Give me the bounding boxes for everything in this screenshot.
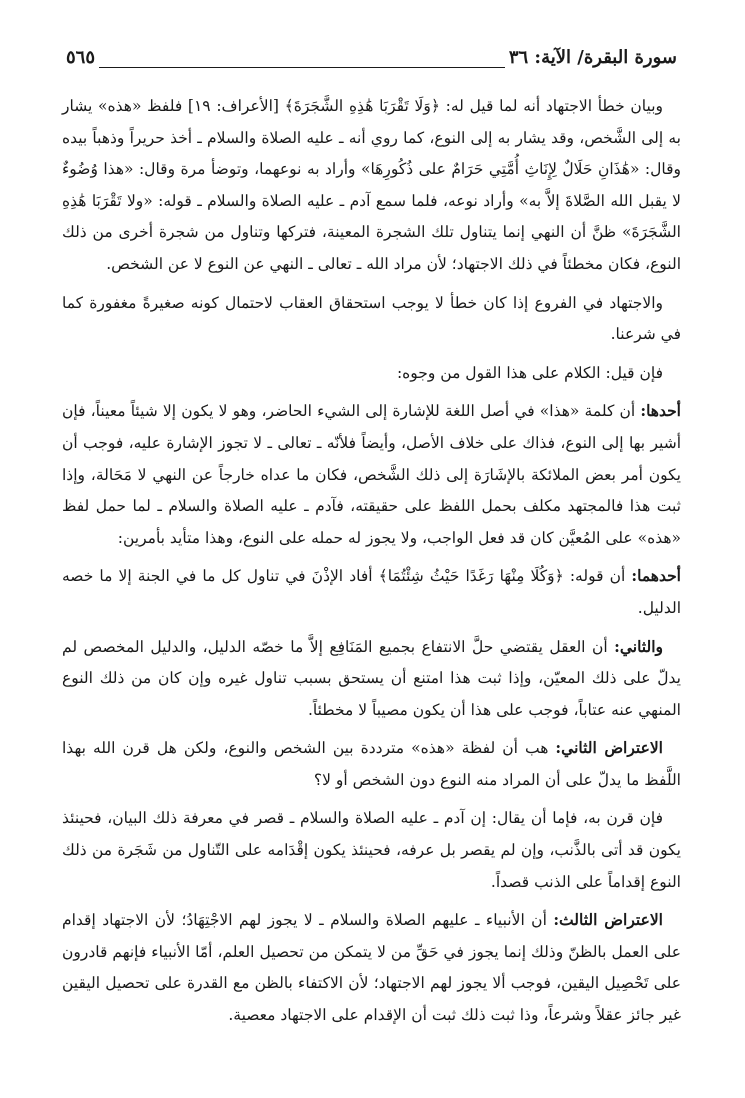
paragraph bbox=[62, 395, 681, 554]
page-body bbox=[62, 90, 681, 1038]
paragraph-lead: أحدها: bbox=[640, 401, 681, 421]
paragraph bbox=[62, 90, 681, 281]
paragraph-text: أن الأنبياء ـ عليهم الصلاة والسلام ـ لا يجوز لهم الاجْتِهَادُ؛ لأن الاجتهاد إقدام على العمل بالظنّ وذلك إنما يجوز في حَقِّ من لا يتمكن من تحصيل العلم، أمّا الأنبياء فإنهم قادرون على تَحْصِيل اليقين، فوجب ألا يجوز لهم الاجتهاد؛ لأن الاكتفاء بالظن مع القدرة على تحصيل اليقين غير جائز عقلاً وشرعاً، وذا ثبت ذلك ثبت أن الإقدام على الاجتهاد معصية. bbox=[62, 911, 681, 1025]
paragraph-lead: والثاني: bbox=[614, 636, 663, 656]
paragraph bbox=[62, 802, 681, 898]
paragraph-lead: الاعتراض الثاني: bbox=[555, 738, 663, 758]
paragraph bbox=[62, 904, 681, 1031]
paragraph-text: هب أن لفظة «هذه» مترددة بين الشخص والنوع، ولكن هل قرن الله بهذا اللَّفظ ما يدلّ على أن المراد منه النوع دون الشخص أو لا؟ bbox=[62, 739, 681, 789]
paragraph bbox=[62, 287, 681, 351]
page-number: ٥٦٥ bbox=[62, 47, 99, 68]
paragraph bbox=[62, 357, 681, 390]
paragraph-lead: الاعتراض الثالث: bbox=[553, 910, 663, 930]
surah-verse-label: سورة البقرة/ الآية: ٣٦ bbox=[505, 47, 681, 68]
paragraph-text: فإن قيل: الكلام على هذا القول من وجوه: bbox=[396, 363, 663, 382]
paragraph bbox=[62, 560, 681, 624]
paragraph bbox=[62, 732, 681, 796]
paragraph-lead: أحدهما: bbox=[631, 566, 681, 586]
paragraph-text: أن العقل يقتضي حلَّ الانتفاع بجميع المَنَافِع إلاَّ ما خصّه الدليل، والدليل المخصص لم يدلّ على ذلك المعيّن، وإذا ثبت هذا امتنع أن يستحق بسبب تناول غيره وإن كان من ذلك النوع المنهي عنه عتاباً، فوجب على هذا أن يكون مصيباً لا مخطئاً. bbox=[62, 637, 681, 719]
paragraph-text: أن قوله: ﴿وَكُلَا مِنْهَا رَغَدًا حَيْثُ شِئْتُمَا﴾ أفاد الإذْنَ في تناول كل ما في الجنة إلا ما خصه الدليل. bbox=[62, 567, 681, 617]
paragraph-text: أن كلمة «هذا» في أصل اللغة للإشارة إلى الشيء الحاضر، وهو لا يكون إلا شيئاً معيناً، فإن أشير بها إلى النوع، فذاك على خلاف الأصل، وأيضاً فلأنّه ـ تعالى ـ لا تجوز الإشارة عليه، فوجب أن يكون أمر بعض الملائكة بالإشَارَة إلى ذلك الشَّخص، فكان ما عداه خارجاً عن النهي لا مَحَالة، وإذا ثبت هذا فالمجتهد مكلف بحمل اللفظ على حقيقته، فآدم ـ عليه الصلاة والسلام ـ لما حمل لفظ «هذه» على المُعيَّن كان قد فعل الواجب، ولا يجوز له حمله على النوع، وهذا متأيد بأمرين: bbox=[62, 402, 681, 547]
paragraph-text: والاجتهاد في الفروع إذا كان خطأ لا يوجب استحقاق العقاب لاحتمال كونه صغيرةً مغفورة كما في شرعنا. bbox=[62, 293, 681, 344]
paragraph-text: فإن قرن به، فإما أن يقال: إن آدم ـ عليه الصلاة والسلام ـ قصر في معرفة ذلك البيان، فحينئذ يكون قد أتى بالذَّنب، وإن لم يقصر بل عرفه، فحينئذ يكون إقْدَامه على التّناول من شَجَرة من ذلك النوع إقداماً على الذنب قصداً. bbox=[62, 809, 681, 891]
paragraph-text: وبيان خطأ الاجتهاد أنه لما قيل له: ﴿وَلَا تَقْرَبَا هَٰذِهِ الشَّجَرَةَ﴾ [الأعراف: ١٩] فلفظ «هذه» يشار به إلى الشَّخص، وقد يشار به إلى النوع، كما روي أنه ـ عليه الصلاة والسلام ـ أخذ حريراً وذهباً بيده وقال: «هَٰذَانِ حَلَالٌ لِإِنَاثِ أُمَّتِي حَرَامٌ على ذُكُورِهَا» وأراد به نوعهما، وتوضأ مرة وقال: «هذا وُضُوءٌ لا يقبل الله الصَّلاةَ إلاَّ به» وأراد نوعه، فلما سمع آدم ـ عليه الصلاة والسلام ـ قوله: «ولا تَقْرَبَا هَٰذِهِ الشَّجَرَةَ» ظنَّ أن النهي إنما يتناول تلك الشجرة المعينة، فتركها وتناول من شجرة أخرى من ذلك النوع، فكان مخطئاً في ذلك الاجتهاد؛ لأن مراد الله ـ تعالى ـ النهي عن النوع لا عن الشخص. bbox=[62, 97, 681, 273]
paragraph bbox=[62, 631, 681, 727]
running-header bbox=[62, 38, 681, 68]
